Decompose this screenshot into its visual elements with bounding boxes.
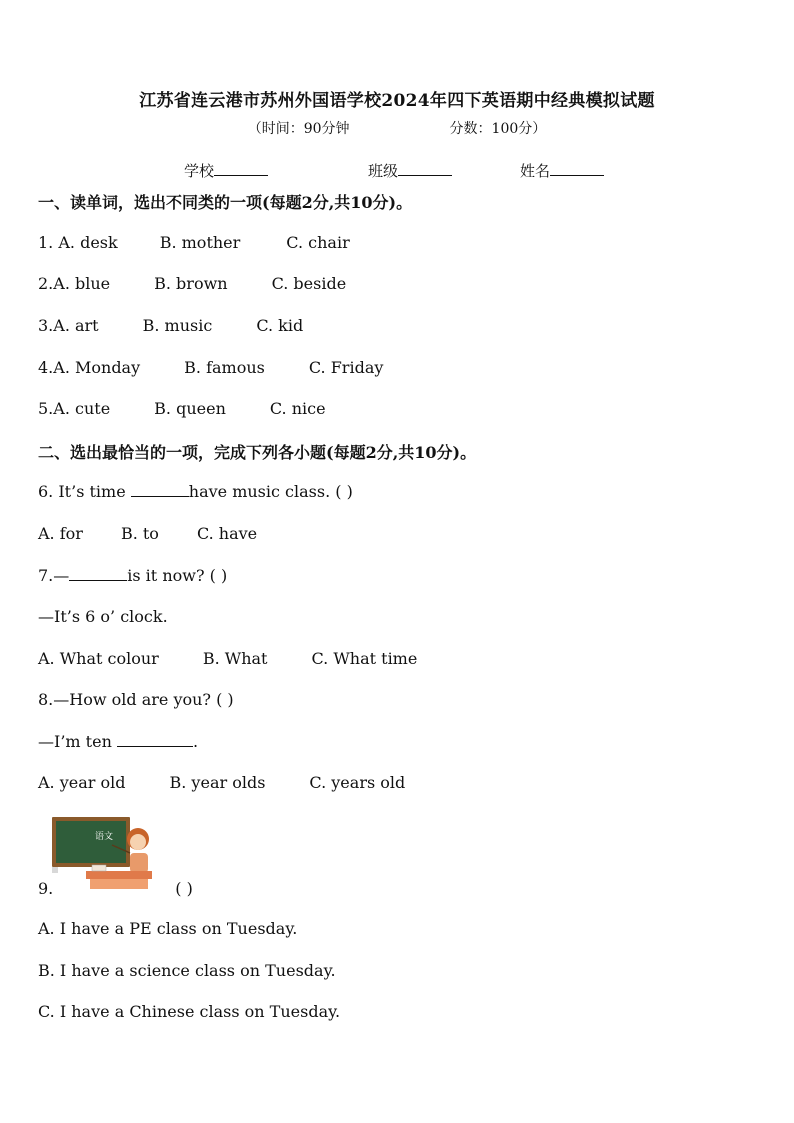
blackboard [56,821,126,863]
question-number: 1. [38,233,59,252]
question-4 [38,358,383,377]
question-7-answer: —It’s 6 o’ clock. [38,607,168,626]
question-8-answer-text: —I’m ten [38,732,117,751]
option-a[interactable]: A. blue [53,274,111,293]
option-b[interactable]: B. mother [159,233,241,252]
option-a[interactable]: A. cute [53,399,111,418]
question-7-options [38,649,417,668]
option-c[interactable]: C. beside [271,274,347,293]
question-number: 9. [38,879,54,898]
option-a[interactable]: A. Monday [53,358,141,377]
school-label: 学校 [184,162,215,180]
question-3 [38,316,303,335]
exam-score: 分数：100分） [449,121,547,137]
answer-blank[interactable] [69,566,127,581]
section2-heading: 二、选出最恰当的一项，完成下列各小题(每题2分,共10分)。 [38,443,477,462]
name-blank[interactable] [550,161,604,176]
option-b[interactable]: B. music [142,316,213,335]
teacher-face [130,834,146,850]
question-number: 4. [38,358,54,377]
question-number: 3. [38,316,54,335]
question-8-answer [38,732,198,751]
option-a[interactable]: A. year old [38,773,126,792]
exam-time: （时间：90分钟 [247,121,350,137]
question-8-answer-end: . [192,732,199,751]
question-8-options [38,773,405,792]
page-title: 江苏省连云港市苏州外国语学校2024年四下英语期中经典模拟试题 [139,91,655,111]
option-b[interactable]: B. year olds [169,773,266,792]
option-c[interactable]: C. years old [309,773,406,792]
option-a[interactable]: A. art [53,316,99,335]
question-number: 2. [38,274,54,293]
question-6-text: 6. It’s time [38,482,131,501]
class-field [368,160,452,181]
book-stack [92,865,106,871]
question-5 [38,399,326,418]
option-b[interactable]: B. brown [154,274,228,293]
option-a[interactable]: A. desk [58,233,118,252]
board-text: 语文 [95,832,114,842]
option-c[interactable]: C. Friday [308,358,384,377]
name-label: 姓名 [520,162,551,180]
option-b[interactable]: B. What [202,649,268,668]
option-c[interactable]: C. kid [256,316,304,335]
question-6-options [38,524,257,543]
question-9-stem [38,879,193,898]
option-b[interactable]: B. queen [154,399,226,418]
question-8-stem: 8.—How old are you? ( ) [38,690,234,709]
question-7-text-end: is it now? ( ) [127,566,228,585]
name-field [520,160,604,181]
question-7-text: 7.— [38,566,70,585]
question-9-option-a[interactable]: A. I have a PE class on Tuesday. [38,919,298,938]
option-c[interactable]: C. chair [286,233,350,252]
teacher-body [130,853,148,873]
option-c[interactable]: C. nice [269,399,326,418]
exam-info [0,118,794,138]
question-9-option-b[interactable]: B. I have a science class on Tuesday. [38,961,336,980]
school-field [184,160,268,181]
class-label: 班级 [368,162,399,180]
question-7-stem [38,566,227,585]
question-6-text-end: have music class. ( ) [188,482,353,501]
option-a[interactable]: A. What colour [38,649,159,668]
question-number: 5. [38,399,54,418]
option-b[interactable]: B. famous [184,358,265,377]
question-2 [38,274,346,293]
class-blank[interactable] [398,161,452,176]
question-9-option-c[interactable]: C. I have a Chinese class on Tuesday. [38,1002,341,1021]
desk-top [86,871,152,879]
school-blank[interactable] [214,161,268,176]
answer-blank[interactable] [131,482,189,497]
chalk-tray [52,867,58,873]
answer-paren[interactable]: ( ) [175,879,193,898]
answer-blank[interactable] [117,732,193,747]
option-a[interactable]: A. for [38,524,83,543]
option-c[interactable]: C. have [196,524,258,543]
option-b[interactable]: B. to [120,524,159,543]
question-1 [38,233,350,252]
section1-heading: 一、读单词，选出不同类的一项(每题2分,共10分)。 [38,193,413,212]
option-c[interactable]: C. What time [311,649,418,668]
question-6-stem [38,482,353,501]
